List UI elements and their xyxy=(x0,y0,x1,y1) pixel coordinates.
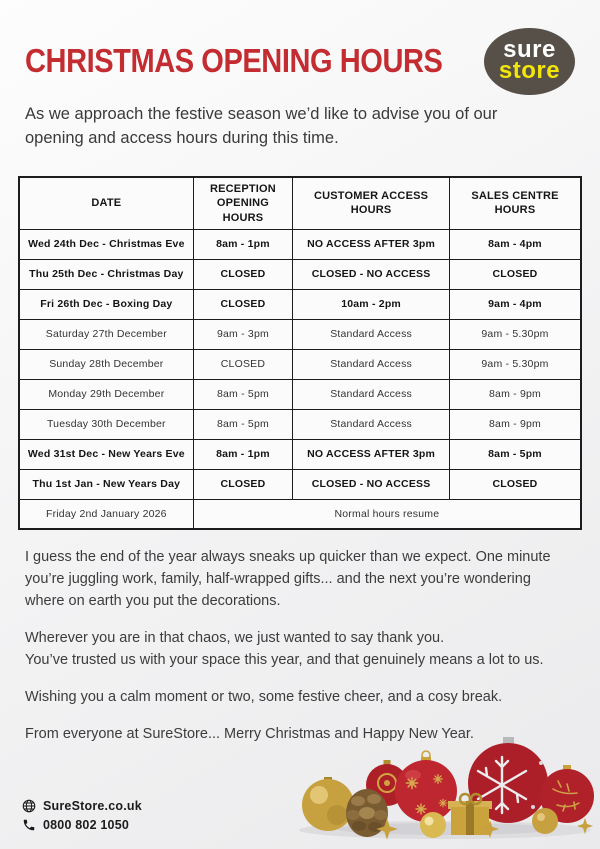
table-row xyxy=(19,499,581,529)
christmas-ornaments-image xyxy=(295,733,595,841)
cell-reception: 8am - 5pm xyxy=(193,379,292,409)
small-gold-glitter-bauble xyxy=(532,808,558,834)
cell-reception: 8am - 1pm xyxy=(193,229,292,259)
table-header-row xyxy=(19,177,581,229)
paragraph-line: You’ve trusted us with your space this year, and that genuinely means a lot to us. xyxy=(25,652,544,668)
cell-merged-note: Normal hours resume xyxy=(193,499,581,529)
paragraph-line: Wishing you a calm moment or two, some festive cheer, and a cosy break. xyxy=(25,689,503,705)
cell-date: Monday 29th December xyxy=(19,379,193,409)
cell-access: 10am - 2pm xyxy=(293,289,450,319)
cell-sales: 8am - 5pm xyxy=(449,439,581,469)
logo-text-sure: sure xyxy=(503,35,556,63)
table-row xyxy=(19,259,581,289)
cell-access: Standard Access xyxy=(293,349,450,379)
cell-sales: 9am - 4pm xyxy=(449,289,581,319)
cell-date: Saturday 27th December xyxy=(19,319,193,349)
cell-date: Wed 24th Dec - Christmas Eve xyxy=(19,229,193,259)
paragraph-line: From everyone at SureStore... Merry Christmas and Happy New Year. xyxy=(25,726,474,742)
col-header-date: DATE xyxy=(19,177,193,229)
intro-text xyxy=(25,102,497,150)
cell-reception: 9am - 3pm xyxy=(193,319,292,349)
surestore-logo xyxy=(484,28,575,95)
cell-reception: CLOSED xyxy=(193,469,292,499)
cell-access: Standard Access xyxy=(293,319,450,349)
phone-row xyxy=(22,818,142,832)
paragraph-line: where on earth you put the decorations. xyxy=(25,593,281,609)
cell-access: Standard Access xyxy=(293,409,450,439)
paragraph-line: you’re juggling work, family, half-wrapped gifts... and the next you’re wondering xyxy=(25,571,531,587)
col-header-sales: SALES CENTRE HOURS xyxy=(449,177,581,229)
table-row xyxy=(19,379,581,409)
phone-text: 0800 802 1050 xyxy=(43,818,130,832)
paragraph-line: I guess the end of the year always sneaks up quicker than we expect. One minute xyxy=(25,549,551,565)
intro-line: opening and access hours during this time. xyxy=(25,129,339,147)
contact-block xyxy=(22,794,142,832)
table-row xyxy=(19,469,581,499)
cell-date: Thu 25th Dec - Christmas Day xyxy=(19,259,193,289)
cell-sales: CLOSED xyxy=(449,469,581,499)
cell-date: Tuesday 30th December xyxy=(19,409,193,439)
cell-sales: 8am - 9pm xyxy=(449,379,581,409)
paragraph-line: Wherever you are in that chaos, we just wanted to say thank you. xyxy=(25,630,445,646)
intro-line: As we approach the festive season we’d like to advise you of our xyxy=(25,105,498,123)
cell-date: Friday 2nd January 2026 xyxy=(19,499,193,529)
cell-date: Fri 26th Dec - Boxing Day xyxy=(19,289,193,319)
red-gold-snowflake-bauble xyxy=(395,751,457,822)
table-row xyxy=(19,349,581,379)
col-header-reception: RECEPTION OPENING HOURS xyxy=(193,177,292,229)
logo-text-store: store xyxy=(498,57,561,85)
website-text: SureStore.co.uk xyxy=(43,799,142,813)
paragraph xyxy=(25,627,551,671)
cell-date: Thu 1st Jan - New Years Day xyxy=(19,469,193,499)
cell-access: Standard Access xyxy=(293,379,450,409)
opening-hours-table xyxy=(18,176,582,530)
cell-reception: 8am - 5pm xyxy=(193,409,292,439)
cell-sales: 8am - 4pm xyxy=(449,229,581,259)
cell-reception: CLOSED xyxy=(193,289,292,319)
body-text xyxy=(25,546,551,760)
table-row xyxy=(19,439,581,469)
small-gold-bauble xyxy=(420,812,446,838)
cell-reception: CLOSED xyxy=(193,349,292,379)
paragraph xyxy=(25,546,551,612)
table-row xyxy=(19,409,581,439)
table-row xyxy=(19,319,581,349)
gold-glitter-bauble xyxy=(302,777,354,831)
cell-access: NO ACCESS AFTER 3pm xyxy=(293,229,450,259)
cell-reception: 8am - 1pm xyxy=(193,439,292,469)
cell-sales: 9am - 5.30pm xyxy=(449,319,581,349)
cell-sales: 9am - 5.30pm xyxy=(449,349,581,379)
website-row xyxy=(22,799,142,813)
phone-icon xyxy=(22,818,36,832)
globe-icon xyxy=(22,799,36,813)
cell-access: CLOSED - NO ACCESS xyxy=(293,259,450,289)
cell-sales: 8am - 9pm xyxy=(449,409,581,439)
cell-access: NO ACCESS AFTER 3pm xyxy=(293,439,450,469)
paragraph xyxy=(25,686,551,708)
table-row xyxy=(19,289,581,319)
cell-reception: CLOSED xyxy=(193,259,292,289)
col-header-access: CUSTOMER ACCESS HOURS xyxy=(293,177,450,229)
page-title: CHRISTMAS OPENING HOURS xyxy=(25,42,443,79)
cell-access: CLOSED - NO ACCESS xyxy=(293,469,450,499)
table-row xyxy=(19,229,581,259)
cell-date: Wed 31st Dec - New Years Eve xyxy=(19,439,193,469)
cell-sales: CLOSED xyxy=(449,259,581,289)
cell-date: Sunday 28th December xyxy=(19,349,193,379)
